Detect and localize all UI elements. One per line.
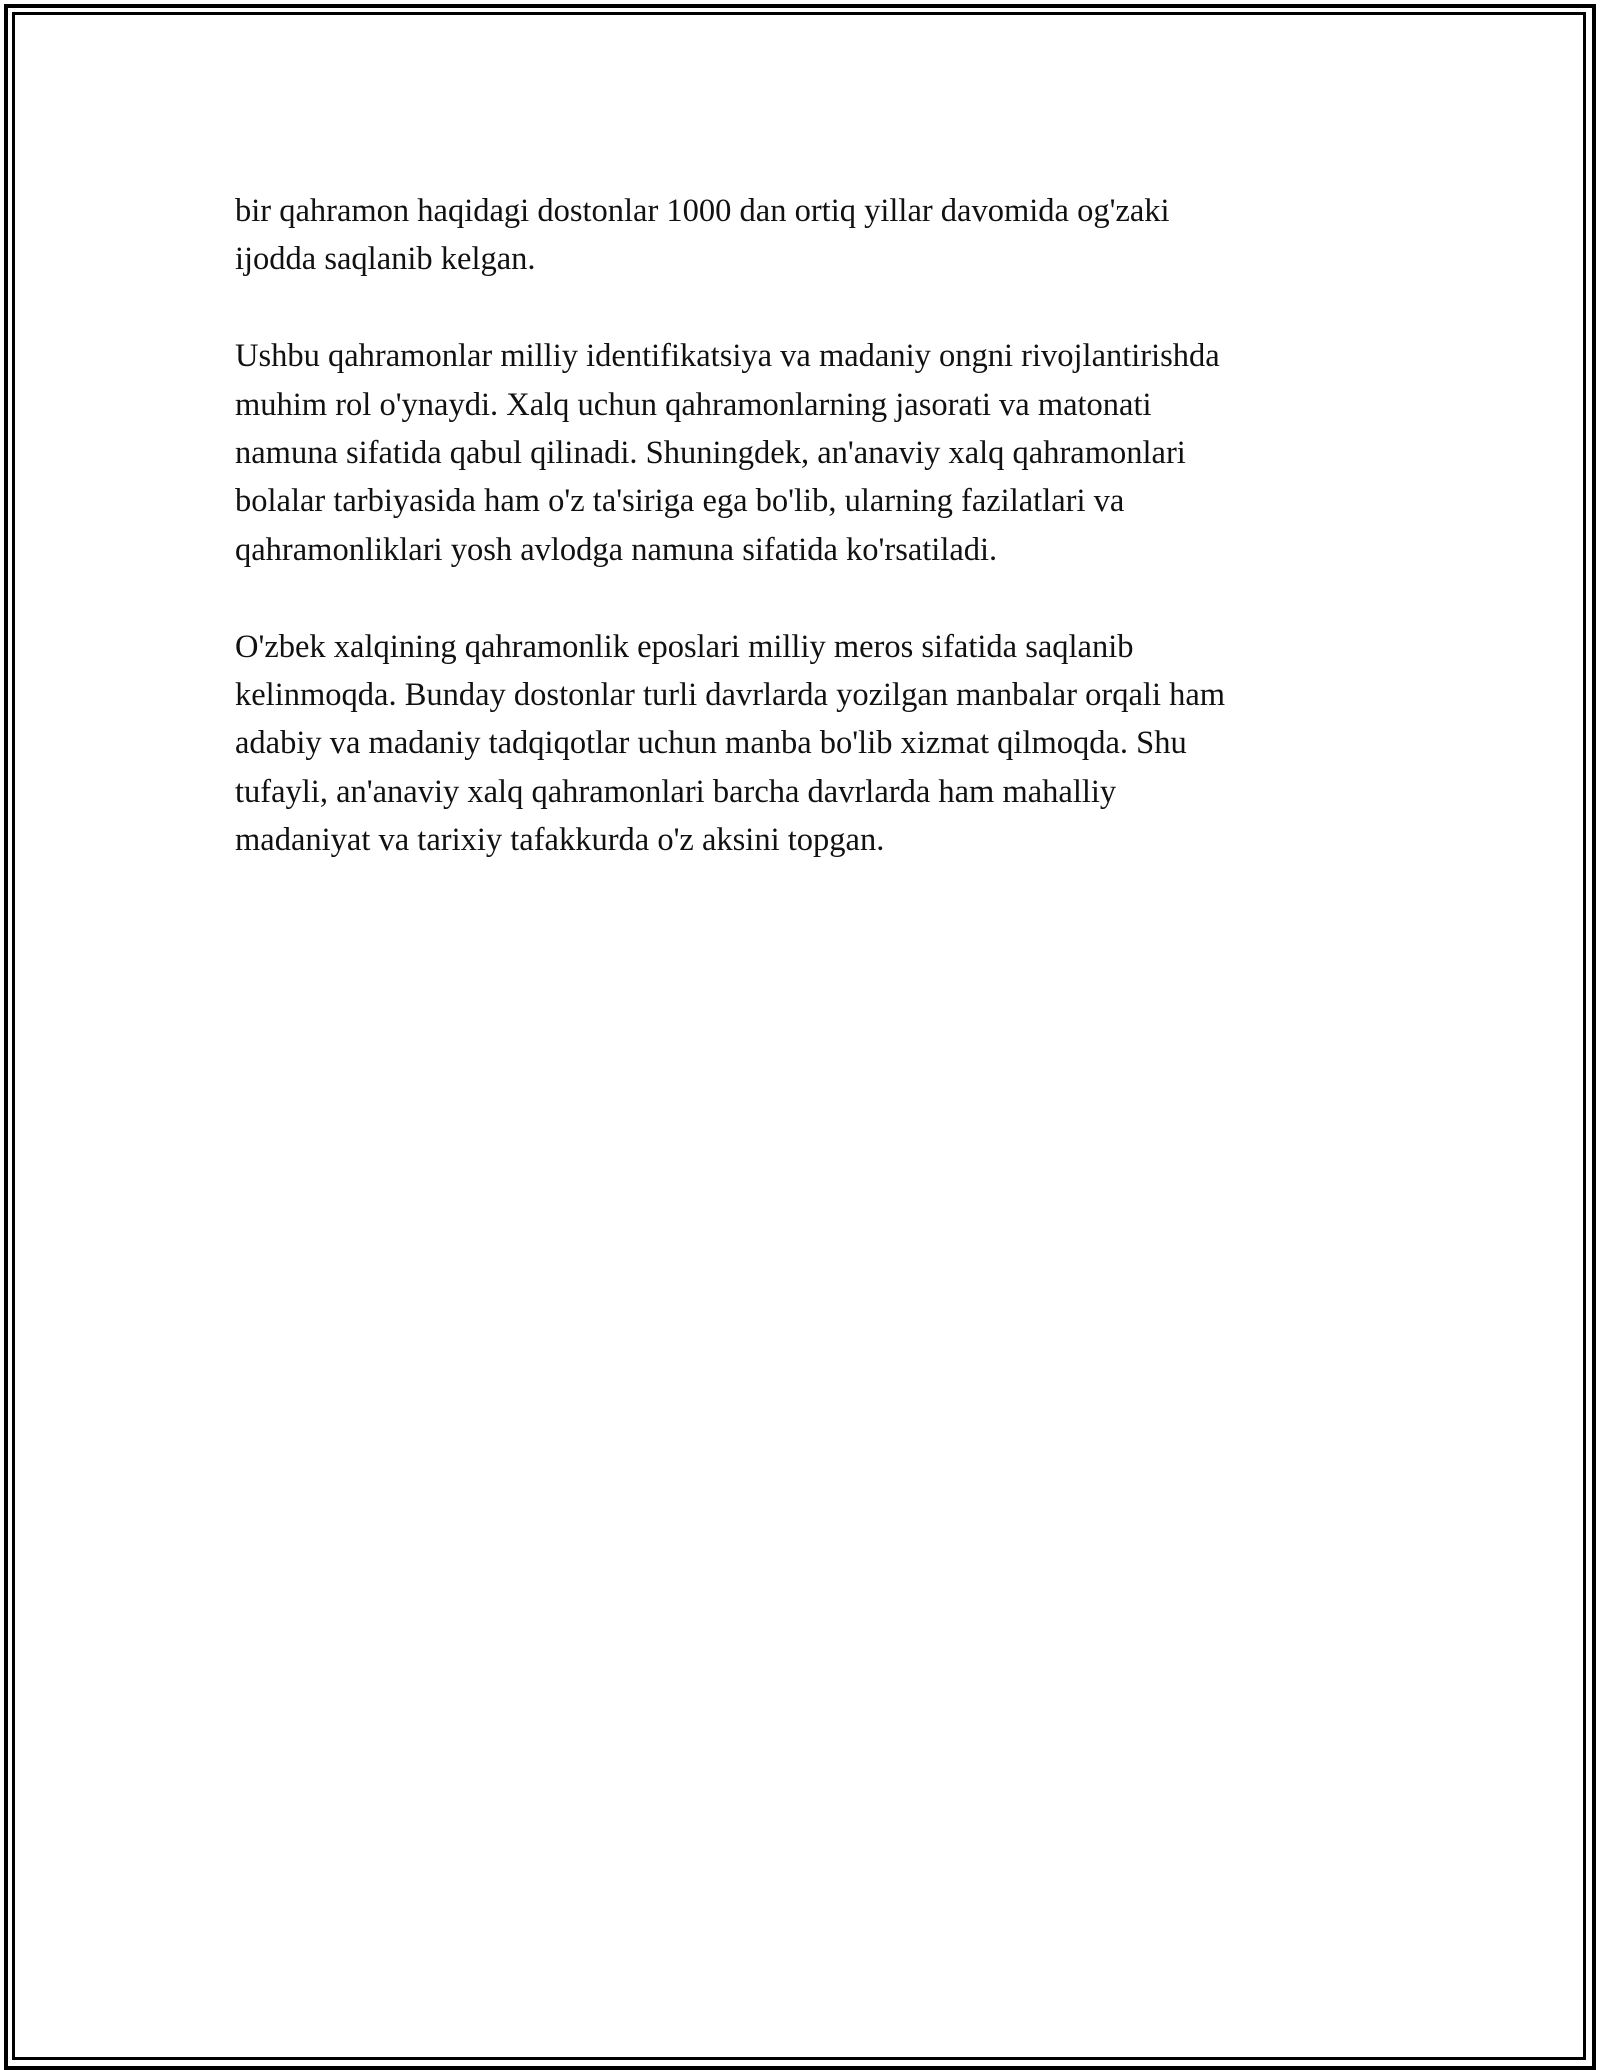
paragraph-3 (235, 623, 1375, 865)
text-line: adabiy va madaniy tadqiqotlar uchun manba bo'lib xizmat qilmoqda. Shu (235, 725, 1187, 762)
text-line: muhim rol o'ynaydi. Xalq uchun qahramonlarning jasorati va matonati (235, 386, 1152, 423)
text-line: Ushbu qahramonlar milliy identifikatsiya va madaniy ongni rivojlantirishda (235, 338, 1220, 375)
text-line: O'zbek xalqining qahramonlik eposlari milliy meros sifatida saqlanib (235, 628, 1134, 665)
paragraph-1 (235, 187, 1375, 284)
text-line: namuna sifatida qabul qilinadi. Shuningdek, an'anaviy xalq qahramonlari (235, 435, 1186, 472)
text-line: kelinmoqda. Bunday dostonlar turli davrlarda yozilgan manbalar orqali ham (235, 677, 1226, 714)
text-line: qahramonliklari yosh avlodga namuna sifatida ko'rsatiladi. (235, 531, 998, 568)
document-body (235, 187, 1375, 913)
text-line: bolalar tarbiyasida ham o'z ta'siriga ega bo'lib, ularning fazilatlari va (235, 483, 1125, 520)
text-line: tufayli, an'anaviy xalq qahramonlari barcha davrlarda ham mahalliy (235, 773, 1117, 810)
text-line: bir qahramon haqidagi dostonlar 1000 dan ortiq yillar davomida og'zaki (235, 193, 1170, 229)
paragraph-2 (235, 332, 1375, 574)
text-line: madaniyat va tarixiy tafakkurda o'z aksini topgan. (235, 822, 885, 859)
text-line: ijodda saqlanib kelgan. (235, 241, 536, 278)
